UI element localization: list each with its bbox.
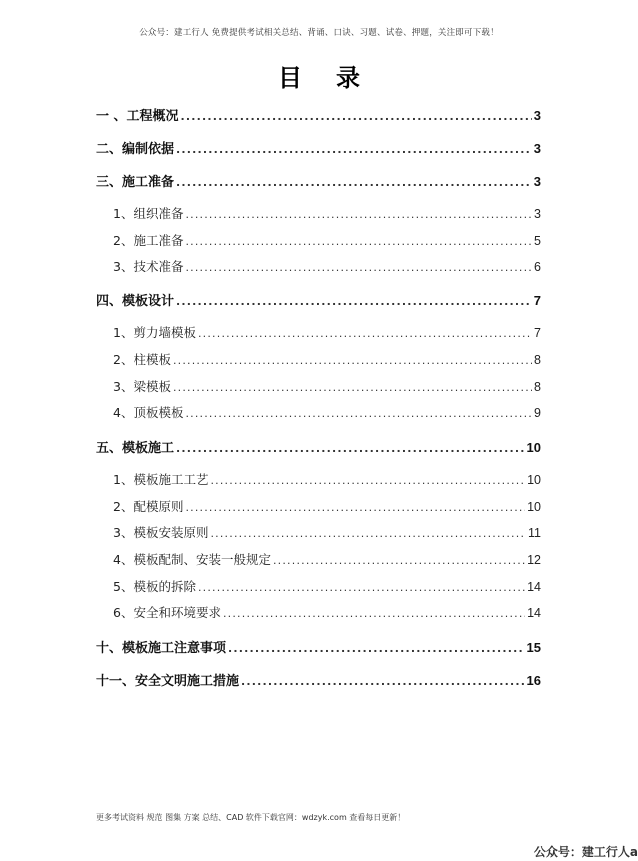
toc-leader-dots: [241, 675, 525, 688]
toc-entry-page: 7: [534, 326, 541, 340]
toc-entry-page: 10: [527, 500, 541, 514]
toc-leader-dots: [210, 527, 526, 540]
toc-leader-dots: [210, 474, 525, 487]
watermark: 公众号：建工行人a: [533, 845, 638, 859]
toc-entry-page: 16: [526, 673, 541, 688]
toc-entry-page: 15: [526, 640, 541, 655]
toc-entry-label: 6、安全和环境要求: [113, 605, 221, 620]
toc-entry-page: 14: [527, 580, 541, 594]
toc-entry-label: 2、施工准备: [113, 233, 184, 248]
toc-entry-page: 10: [527, 473, 541, 487]
toc-entry-page: 8: [534, 353, 541, 367]
toc-entry-page: 7: [533, 293, 541, 308]
toc-entry[interactable]: [113, 523, 541, 541]
toc-entry[interactable]: [113, 350, 541, 368]
toc-entry[interactable]: [96, 437, 541, 456]
toc-entry[interactable]: [96, 637, 541, 656]
toc-entry-label: 3、技术准备: [113, 259, 184, 274]
toc-leader-dots: [176, 143, 532, 156]
toc-entry-label: 5、模板的拆除: [113, 579, 196, 594]
toc-leader-dots: [173, 354, 532, 367]
toc-leader-dots: [228, 642, 525, 655]
toc-entry-page: 10: [526, 440, 541, 455]
toc-leader-dots: [185, 501, 525, 514]
toc-leader-dots: [185, 261, 532, 274]
toc-entry[interactable]: [96, 171, 541, 190]
toc-entry-label: 3、模板安装原则: [113, 525, 209, 540]
toc-entry-page: 14: [527, 606, 541, 620]
toc-entry[interactable]: [113, 497, 541, 515]
toc-leader-dots: [176, 295, 532, 308]
toc-entry-page: 6: [534, 260, 541, 274]
toc-entry-label: 2、柱模板: [113, 352, 171, 367]
toc-leader-dots: [273, 554, 525, 567]
toc-entry-label: 1、剪力墙模板: [113, 325, 196, 340]
toc-entry-label: 三、施工准备: [96, 175, 175, 190]
toc-entry-label: 4、模板配制、安装一般规定: [113, 552, 271, 567]
toc-leader-dots: [198, 581, 525, 594]
toc-entry-page: 8: [534, 380, 541, 394]
toc-entry-label: 四、模板设计: [96, 294, 175, 309]
toc-leader-dots: [173, 381, 532, 394]
toc-entry-page: 3: [533, 141, 541, 156]
toc-entry-label: 1、组织准备: [113, 206, 184, 221]
toc-leader-dots: [185, 235, 532, 248]
toc-leader-dots: [181, 110, 532, 123]
toc-entry-label: 二、编制依据: [96, 142, 175, 157]
toc-entry[interactable]: [113, 550, 541, 568]
toc-entry[interactable]: [113, 470, 541, 488]
toc-entry-label: 4、顶板模板: [113, 405, 184, 420]
toc-leader-dots: [223, 607, 525, 620]
toc-entry-label: 3、梁模板: [113, 379, 171, 394]
toc-entry-label: 十一、安全文明施工措施: [96, 674, 240, 689]
footer-note: 更多考试资料 规范 图集 方案 总结、CAD 软件下载官网：wdzyk.com 查看每日更新！: [96, 813, 406, 822]
toc-entry[interactable]: [113, 323, 541, 341]
toc-entry[interactable]: [113, 204, 541, 222]
toc-entry-label: 十、模板施工注意事项: [96, 641, 227, 656]
toc-entry[interactable]: [113, 577, 541, 595]
toc-entry-page: 3: [533, 108, 541, 123]
toc-entry[interactable]: [113, 377, 541, 395]
toc-leader-dots: [185, 208, 532, 221]
toc-entry-page: 5: [534, 234, 541, 248]
toc-entry[interactable]: [113, 403, 541, 421]
toc-entry[interactable]: [113, 603, 541, 621]
toc-entry-page: 3: [533, 174, 541, 189]
toc-entry[interactable]: [113, 231, 541, 249]
toc-entry-label: 五、模板施工: [96, 441, 175, 456]
toc-entry-page: 12: [527, 553, 541, 567]
header-note: 公众号：建工行人 免费提供考试相关总结、背诵、口诀、习题、试卷、押题，关注即可下载！: [139, 28, 499, 38]
toc-entry-page: 9: [534, 406, 541, 420]
toc-leader-dots: [176, 442, 525, 455]
toc-leader-dots: [185, 407, 532, 420]
toc-entry[interactable]: [96, 105, 541, 124]
toc-entry-label: 1、模板施工工艺: [113, 472, 209, 487]
toc-entry-page: 11: [528, 526, 541, 540]
toc-entry[interactable]: [113, 257, 541, 275]
toc-entry-label: 2、配模原则: [113, 499, 184, 514]
page-title: 目录: [278, 63, 394, 92]
toc-entry[interactable]: [96, 138, 541, 157]
toc-entry[interactable]: [96, 290, 541, 309]
toc-entry[interactable]: [96, 670, 541, 689]
toc-leader-dots: [198, 327, 532, 340]
toc-entry-label: 一 、工程概况: [96, 109, 179, 124]
toc-entry-page: 3: [534, 207, 541, 221]
toc-leader-dots: [176, 176, 532, 189]
